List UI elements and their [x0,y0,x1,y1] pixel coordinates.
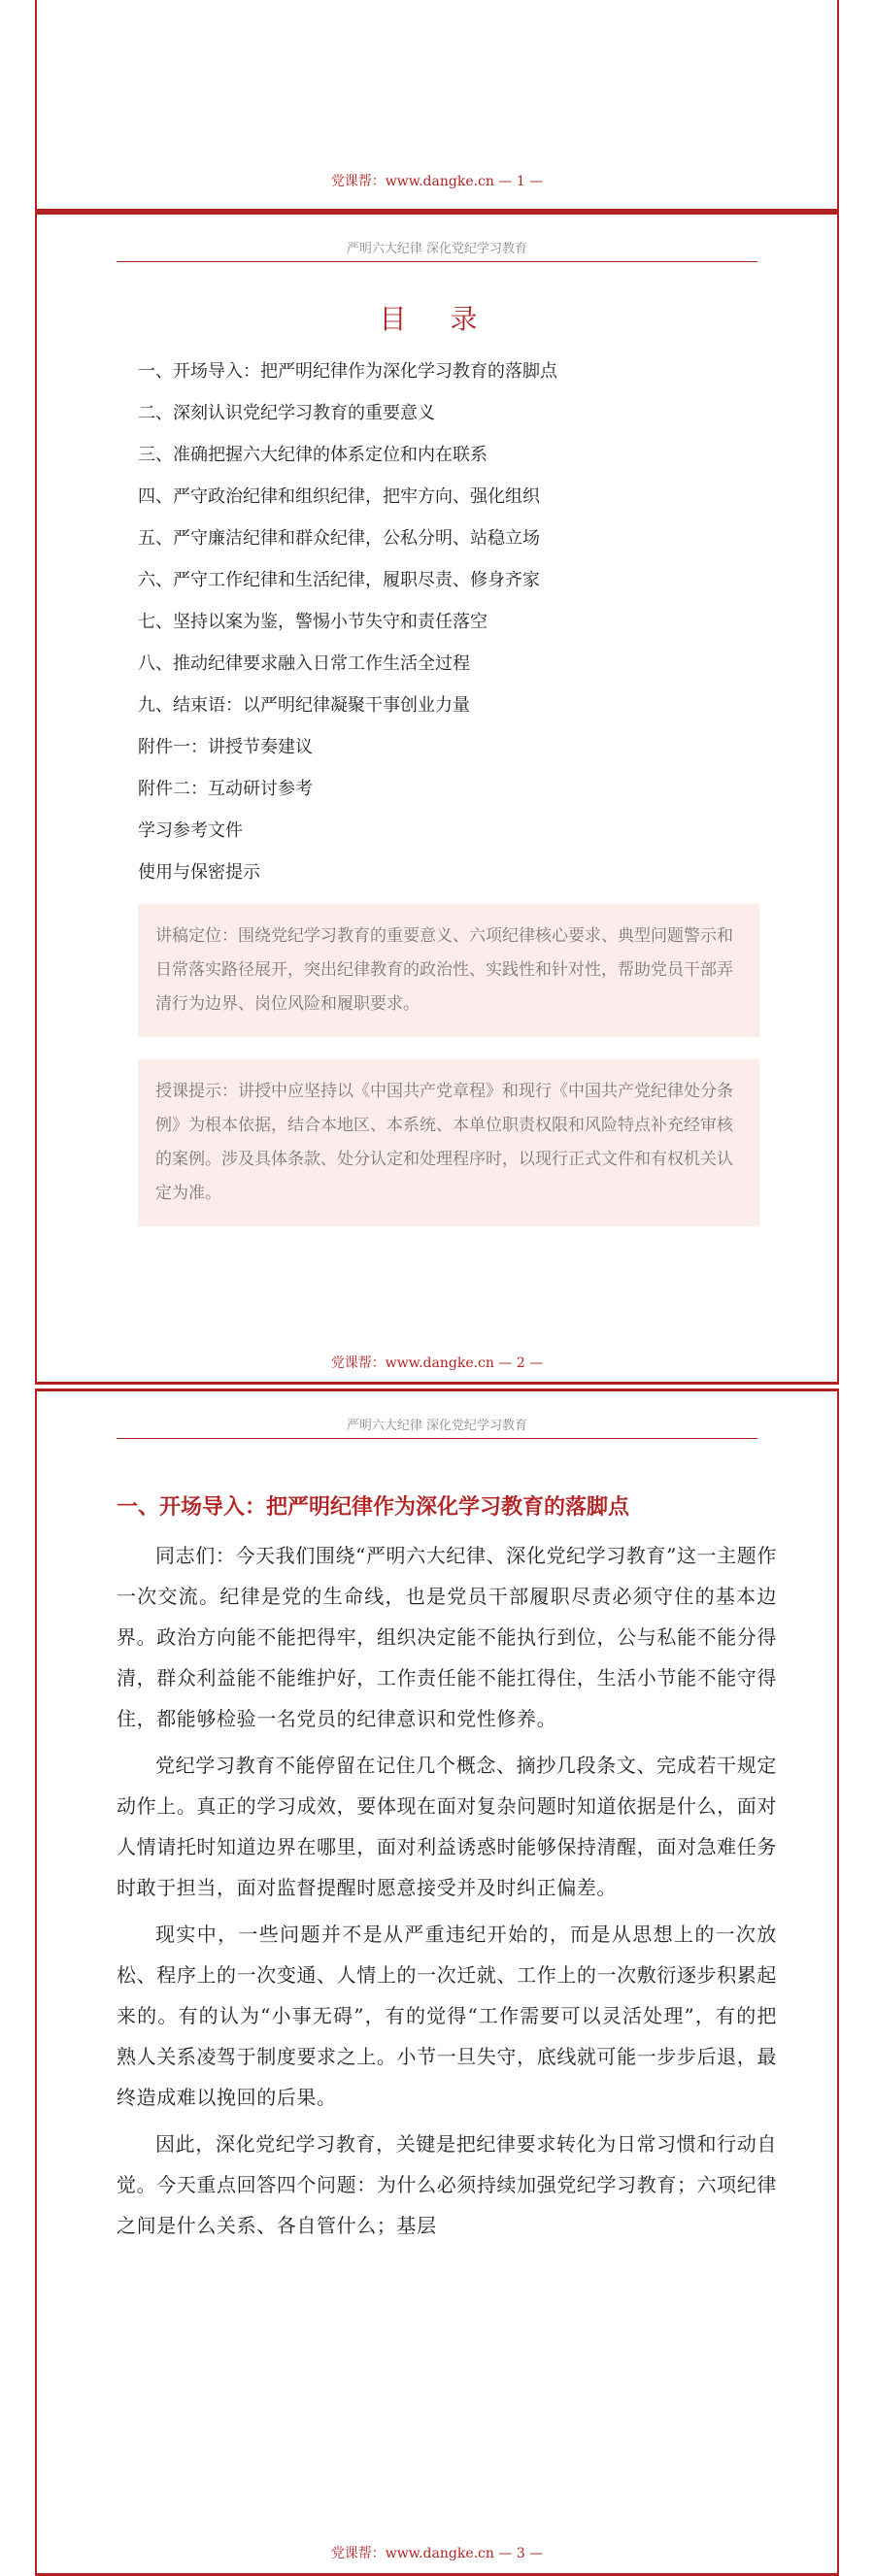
toc-title: 目 录 [379,303,495,335]
page-footer: 党课帮：www.dangke.cn — 2 — [330,1355,544,1371]
toc-item[interactable]: 二、深刻认识党纪学习教育的重要意义 [138,403,435,423]
page-3 [35,1388,839,2576]
header-rule [117,261,757,262]
toc-item[interactable]: 九、结束语：以严明纪律凝聚干事创业力量 [138,695,470,716]
page-1 [35,0,839,212]
page-footer: 党课帮：www.dangke.cn — 3 — [330,2546,544,2561]
toc-item[interactable]: 使用与保密提示 [138,862,260,883]
page-header: 严明六大纪律 深化党纪学习教育 [346,242,528,256]
toc-item[interactable]: 七、坚持以案为鉴，警惕小节失守和责任落空 [138,612,487,632]
body-paragraph: 因此，深化党纪学习教育，关键是把纪律要求转化为日常习惯和行动自觉。今天重点回答四个问题：为什么必须持续加强党纪学习教育；六项纪律之间是什么关系、各自管什么；基层 [117,2132,777,2237]
toc-item[interactable]: 三、准确把握六大纪律的体系定位和内在联系 [138,445,487,465]
page-header: 严明六大纪律 深化党纪学习教育 [346,1419,528,1433]
toc-item[interactable]: 学习参考文件 [138,820,243,841]
page-footer: 党课帮：www.dangke.cn — 1 — [330,174,544,189]
header-rule [117,1438,757,1439]
body-paragraph: 党纪学习教育不能停留在记住几个概念、摘抄几段条文、完成若干规定动作上。真正的学习成效，要体现在面对复杂问题时知道依据是什么，面对人情请托时知道边界在哪里，面对利益诱惑时能够保持清醒，面对急难任务时敢于担当，面对监督提醒时愿意接受并及时纠正偏差。 [117,1754,777,1899]
toc-item[interactable]: 一、开场导入：把严明纪律作为深化学习教育的落脚点 [138,361,557,382]
toc-item[interactable]: 八、推动纪律要求融入日常工作生活全过程 [138,653,470,674]
toc-list [138,351,557,893]
toc-item[interactable]: 附件一：讲授节奏建议 [138,737,313,757]
toc-item[interactable]: 六、严守工作纪律和生活纪律，履职尽责、修身齐家 [138,570,540,590]
page-2 [35,212,839,1385]
teaching-tip-note: 授课提示：讲授中应坚持以《中国共产党章程》和现行《中国共产党纪律处分条例》为根本依据，结合本地区、本系统、本单位职责权限和风险特点补充经审核的案例。涉及具体条款、处分认定和处理程序时，以现行正式文件和有权机关认定为准。 [138,1059,759,1226]
section-title: 一、开场导入：把严明纪律作为深化学习教育的落脚点 [117,1494,630,1520]
toc-item[interactable]: 五、严守廉洁纪律和群众纪律，公私分明、站稳立场 [138,528,540,549]
section-body [117,1535,777,2252]
body-paragraph: 同志们：今天我们围绕“严明六大纪律、深化党纪学习教育”这一主题作一次交流。纪律是党的生命线，也是党员干部履职尽责必须守住的基本边界。政治方向能不能把得牢，组织决定能不能执行到位，公与私能不能分得清，群众利益能不能维护好，工作责任能不能扛得住，生活小节能不能守得住，都能够检验一名党员的纪律意识和党性修养。 [117,1544,777,1730]
positioning-note: 讲稿定位：围绕党纪学习教育的重要意义、六项纪律核心要求、典型问题警示和日常落实路径展开，突出纪律教育的政治性、实践性和针对性，帮助党员干部弄清行为边界、岗位风险和履职要求。 [138,904,759,1037]
toc-item[interactable]: 四、严守政治纪律和组织纪律，把牢方向、强化组织 [138,486,540,507]
toc-item[interactable]: 附件二：互动研讨参考 [138,779,313,799]
body-paragraph: 现实中，一些问题并不是从严重违纪开始的，而是从思想上的一次放松、程序上的一次变通、人情上的一次迁就、工作上的一次敷衍逐步积累起来的。有的认为“小事无碍”，有的觉得“工作需要可以灵活处理”，有的把熟人关系凌驾于制度要求之上。小节一旦失守，底线就可能一步步后退，最终造成难以挽回的后果。 [117,1923,777,2109]
